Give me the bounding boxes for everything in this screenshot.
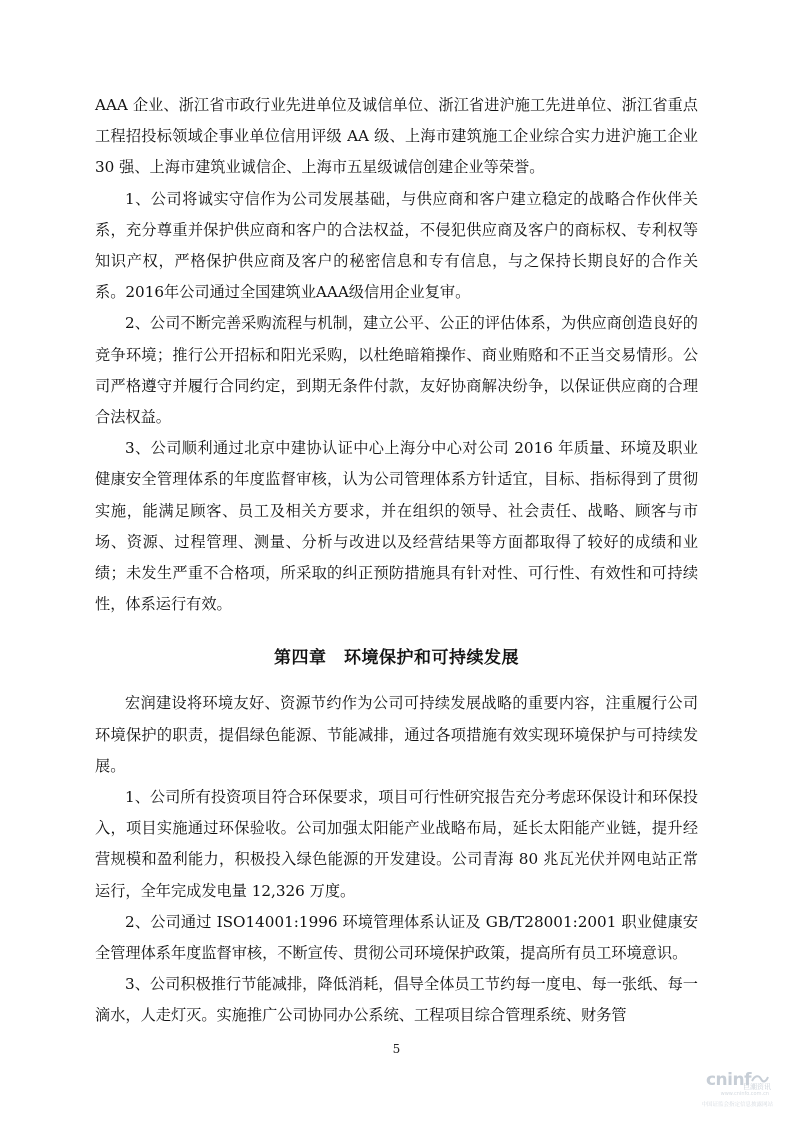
watermark-logo-text: cninf (705, 1070, 751, 1090)
document-body (95, 90, 698, 1032)
cninfo-watermark (673, 1070, 773, 1112)
paragraph-iso-certification: 2、公司通过 ISO14001:1996 环境管理体系认证及 GB/T28001:2001 职业健康安全管理体系年度监督审核，不断宣传、贯彻公司环境保护政策，提高所有员工环境意识。 (95, 912, 698, 963)
paragraph-certification-audit: 3、公司顺利通过北京中建协认证中心上海分中心对公司 2016 年质量、环境及职业健康安全管理体系的年度监督审核，认为公司管理体系方针适宜，目标、指标得到了贯彻实施，能满足顾客、员工及相关方要求，并在组织的领导、社会责任、战略、顾客与市场、资源、过程管理、测量、分析与改进以及经营结果等方面都取得了较好的成绩和业绩；未发生严重不合格项，所采取的纠正预防措施具有针对性、可行性、有效性和可持续性，体系运行有效。 (95, 439, 698, 614)
paragraph-environment-intro: 宏润建设将环境友好、资源节约作为公司可持续发展战略的重要内容，注重履行公司环境保护的职责，提倡绿色能源、节能减排，通过各项措施有效实现环境保护与可持续发展。 (95, 694, 698, 775)
page-number: 5 (392, 1042, 401, 1056)
watermark-cn-name: 巨潮资讯 (743, 1083, 771, 1091)
paragraph-procurement: 2、公司不断完善采购流程与机制，建立公平、公正的评估体系，为供应商创造良好的竞争环境；推行公开招标和阳光采购，以杜绝暗箱操作、商业贿赂和不正当交易情形。公司严格遵守并履行合同约定，到期无条件付款，友好协商解决纷争，以保证供应商的合理合法权益。 (95, 314, 698, 427)
watermark-url: www.cninfo.com.cn (720, 1091, 769, 1097)
chapter-title: 第四章 环境保护和可持续发展 (274, 648, 519, 669)
paragraph-supplier-relations: 1、公司将诚实守信作为公司发展基础，与供应商和客户建立稳定的战略合作伙伴关系，充分尊重并保护供应商和客户的合法权益，不侵犯供应商及客户的商标权、专利权等知识产权，严格保护供应商及客户的秘密信息和专有信息，与之保持长期良好的合作关系。2016年公司通过全国建筑业AAA级信用企业复审。 (95, 189, 698, 302)
paragraph-continued: AAA 企业、浙江省市政行业先进单位及诚信单位、浙江省进沪施工先进单位、浙江省重点工程招投标领域企事业单位信用评级 AA 级、上海市建筑施工企业综合实力进沪施工企业 30 强、上海市建筑业诚信企、上海市五星级诚信创建企业等荣誉。 (95, 96, 698, 177)
paragraph-investment-projects: 1、公司所有投资项目符合环保要求，项目可行性研究报告充分考虑环保设计和环保投入，项目实施通过环保验收。公司加强太阳能产业战略布局，延长太阳能产业链，提升经营规模和盈利能力，积极投入绿色能源的开发建设。公司青海 80 兆瓦光伏并网电站正常运行，全年完成发电量 12,326 万度。 (95, 788, 698, 900)
paragraph-energy-saving: 3、公司积极推行节能减排，降低消耗，倡导全体员工节约每一度电、每一张纸、每一滴水，人走灯灭。实施推广公司协同办公系统、工程项目综合管理系统、财务管 (95, 975, 698, 1025)
watermark-subtitle: 中国证监会指定信息披露网站 (701, 1102, 773, 1108)
